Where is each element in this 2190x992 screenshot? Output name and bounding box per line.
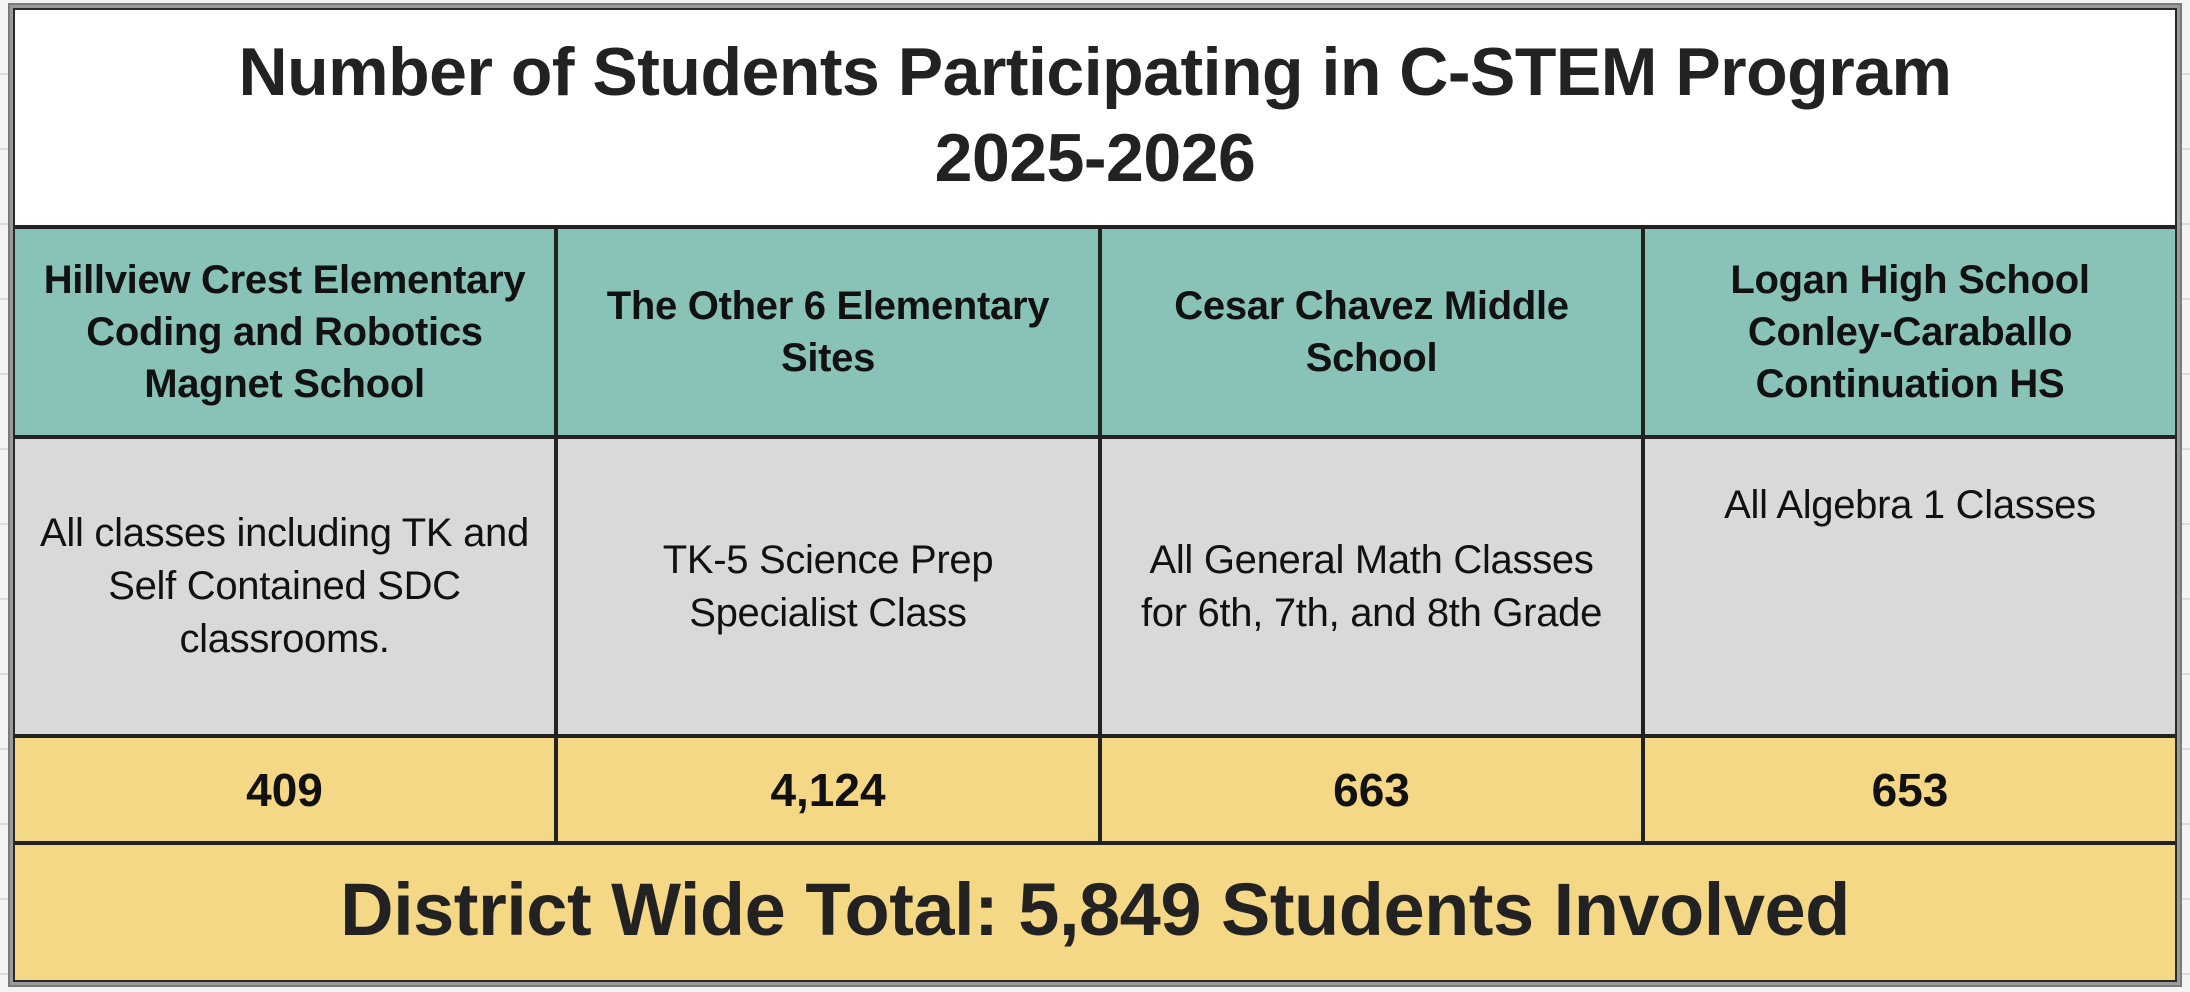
header-cell-hillview: Hillview Crest Elementary Coding and Robotics Magnet School: [15, 229, 558, 435]
page-title: [239, 29, 1952, 201]
count-cell-logan: 653: [1871, 763, 1949, 816]
count-cell-hillview: 409: [15, 738, 558, 841]
description-cell-cesar-chavez: All General Math Classes for 6th, 7th, and 8th Grade: [1102, 439, 1645, 734]
description-cell-other-elementary: TK-5 Science Prep Specialist Class: [558, 439, 1102, 734]
count-cell-other-elementary: 4,124: [558, 738, 1102, 841]
header-row: [15, 229, 2175, 439]
district-total: District Wide Total: 5,849 Students Involved: [340, 868, 1850, 951]
header-cell-logan: Logan High School Conley-Caraballo Continuation HS: [1730, 258, 2090, 406]
participation-table: [13, 8, 2177, 982]
image-frame: [8, 3, 2182, 987]
title-row: [15, 10, 2175, 229]
description-cell-hillview: All classes including TK and Self Contained SDC classrooms.: [15, 439, 558, 734]
description-row: [15, 439, 2175, 738]
header-cell-other-elementary: The Other 6 Elementary Sites: [558, 229, 1102, 435]
header-cell-cesar-chavez: Cesar Chavez Middle School: [1102, 229, 1645, 435]
total-row: [15, 845, 2175, 980]
count-row: [15, 738, 2175, 845]
count-cell-cesar-chavez: 663: [1102, 738, 1645, 841]
title-line-1: Number of Students Participating in C-STEM Program: [238, 33, 1952, 110]
description-cell-logan: All Algebra 1 Classes: [1724, 483, 2096, 527]
title-line-2: 2025-2026: [934, 119, 1256, 196]
